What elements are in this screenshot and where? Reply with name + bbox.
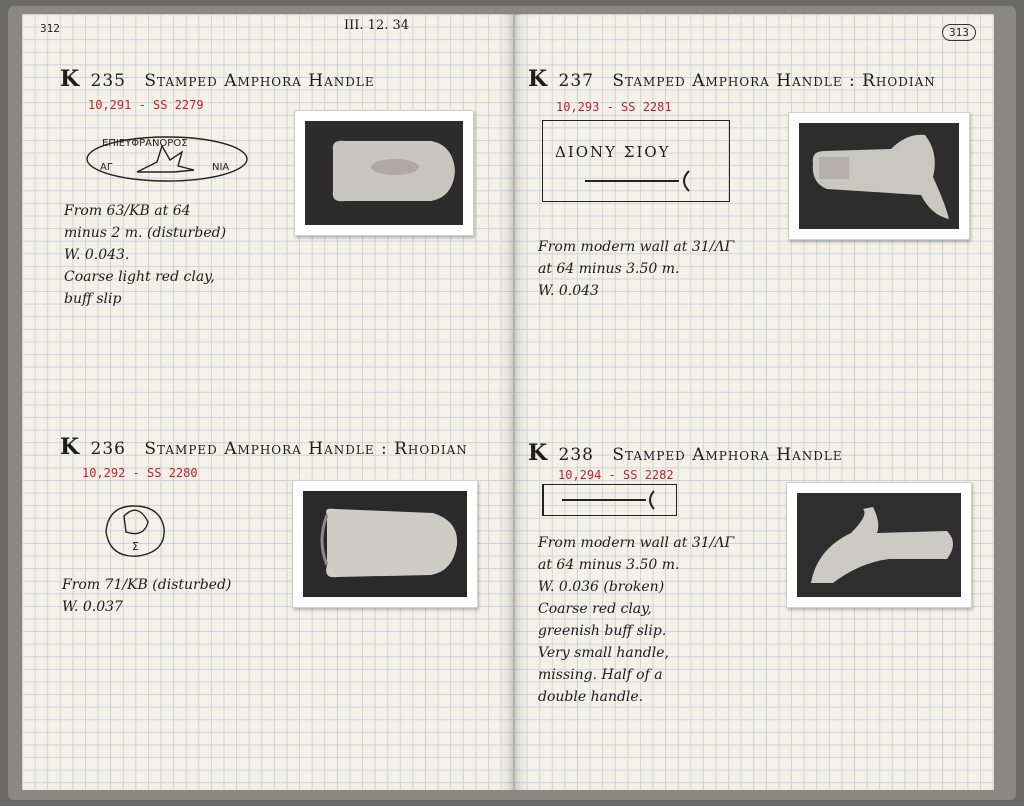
right-page	[514, 14, 994, 790]
note-line: greenish buff slip.	[538, 623, 667, 639]
entry-237-heading	[528, 66, 936, 92]
entry-236-registry: 10,292 - SS 2280	[82, 466, 198, 480]
note-line: Coarse red clay,	[538, 601, 652, 617]
note-line: buff slip	[64, 291, 122, 307]
entry-title: Stamped Amphora Handle : Rhodian	[144, 439, 468, 459]
entry-title: Stamped Amphora Handle	[144, 71, 375, 91]
photo-235	[294, 110, 474, 236]
stamp-236-letter: Σ	[132, 540, 139, 553]
page-date: III. 12. 34	[344, 18, 410, 33]
entry-238-registry: 10,294 - SS 2282	[558, 468, 674, 482]
note-line: From 71/KB (disturbed)	[62, 577, 232, 593]
note-line: From modern wall at 31/ΛΓ	[538, 239, 735, 255]
entry-number: 237	[558, 71, 594, 91]
entry-number: 238	[558, 445, 594, 465]
left-page	[22, 14, 515, 790]
stamp-sketch-237	[542, 120, 730, 202]
note-line: at 64 minus 3.50 m.	[538, 261, 680, 277]
amphora-handle-photo	[797, 493, 961, 597]
note-line: W. 0.037	[62, 599, 123, 615]
entry-title: Stamped Amphora Handle	[612, 445, 843, 465]
amphora-handle-photo	[303, 491, 467, 597]
stamp-sketch-235	[82, 124, 252, 194]
entry-k-label: K	[60, 434, 81, 460]
photo-238	[786, 482, 972, 608]
stamp-237-text: ΔΙΟΝΥ ΣΙΟΥ	[555, 143, 671, 161]
entry-237-notes	[538, 236, 734, 302]
note-line: minus 2 m. (disturbed)	[64, 225, 227, 241]
stamp-sketch-236	[86, 492, 186, 562]
note-line: W. 0.043.	[64, 247, 130, 263]
entry-k-label: K	[60, 66, 81, 92]
entry-236-notes	[62, 574, 231, 618]
entry-235-notes	[64, 200, 226, 310]
entry-k-label: K	[528, 66, 549, 92]
note-line: Coarse light red clay,	[64, 269, 215, 285]
entry-235-registry: 10,291 - SS 2279	[88, 98, 204, 112]
notebook	[8, 6, 1016, 800]
note-line: double handle.	[538, 689, 644, 705]
key-sketch	[583, 169, 703, 195]
page-number-left: 312	[40, 22, 60, 35]
svg-text:ΝΙΑ: ΝΙΑ	[212, 162, 230, 173]
entry-235-heading	[60, 66, 375, 92]
photo-236	[292, 480, 478, 608]
amphora-handle-photo	[799, 123, 959, 229]
amphora-handle-photo	[305, 121, 463, 225]
page-number-right: 313	[942, 24, 976, 41]
entry-237-registry: 10,293 - SS 2281	[556, 100, 672, 114]
entry-238-notes	[538, 532, 734, 708]
note-line: From 63/KB at 64	[64, 203, 191, 219]
note-line: missing. Half of a	[538, 667, 663, 683]
key-sketch	[560, 489, 670, 511]
photo-237	[788, 112, 970, 240]
note-line: From modern wall at 31/ΛΓ	[538, 535, 735, 551]
note-line: W. 0.036 (broken)	[538, 579, 665, 595]
svg-text:ΕΠΙΕΥΦΡΑΝΟΡΟΣ: ΕΠΙΕΥΦΡΑΝΟΡΟΣ	[102, 138, 188, 149]
svg-text:ΑΓ: ΑΓ	[100, 162, 113, 173]
entry-k-label: K	[528, 440, 549, 466]
entry-236-heading	[60, 434, 468, 460]
note-line: at 64 minus 3.50 m.	[538, 557, 680, 573]
entry-number: 235	[90, 71, 126, 91]
stamp-sketch-238	[542, 484, 677, 516]
entry-number: 236	[90, 439, 126, 459]
note-line: W. 0.043	[538, 283, 599, 299]
entry-238-heading	[528, 440, 843, 466]
entry-title: Stamped Amphora Handle : Rhodian	[612, 71, 936, 91]
note-line: Very small handle,	[538, 645, 669, 661]
